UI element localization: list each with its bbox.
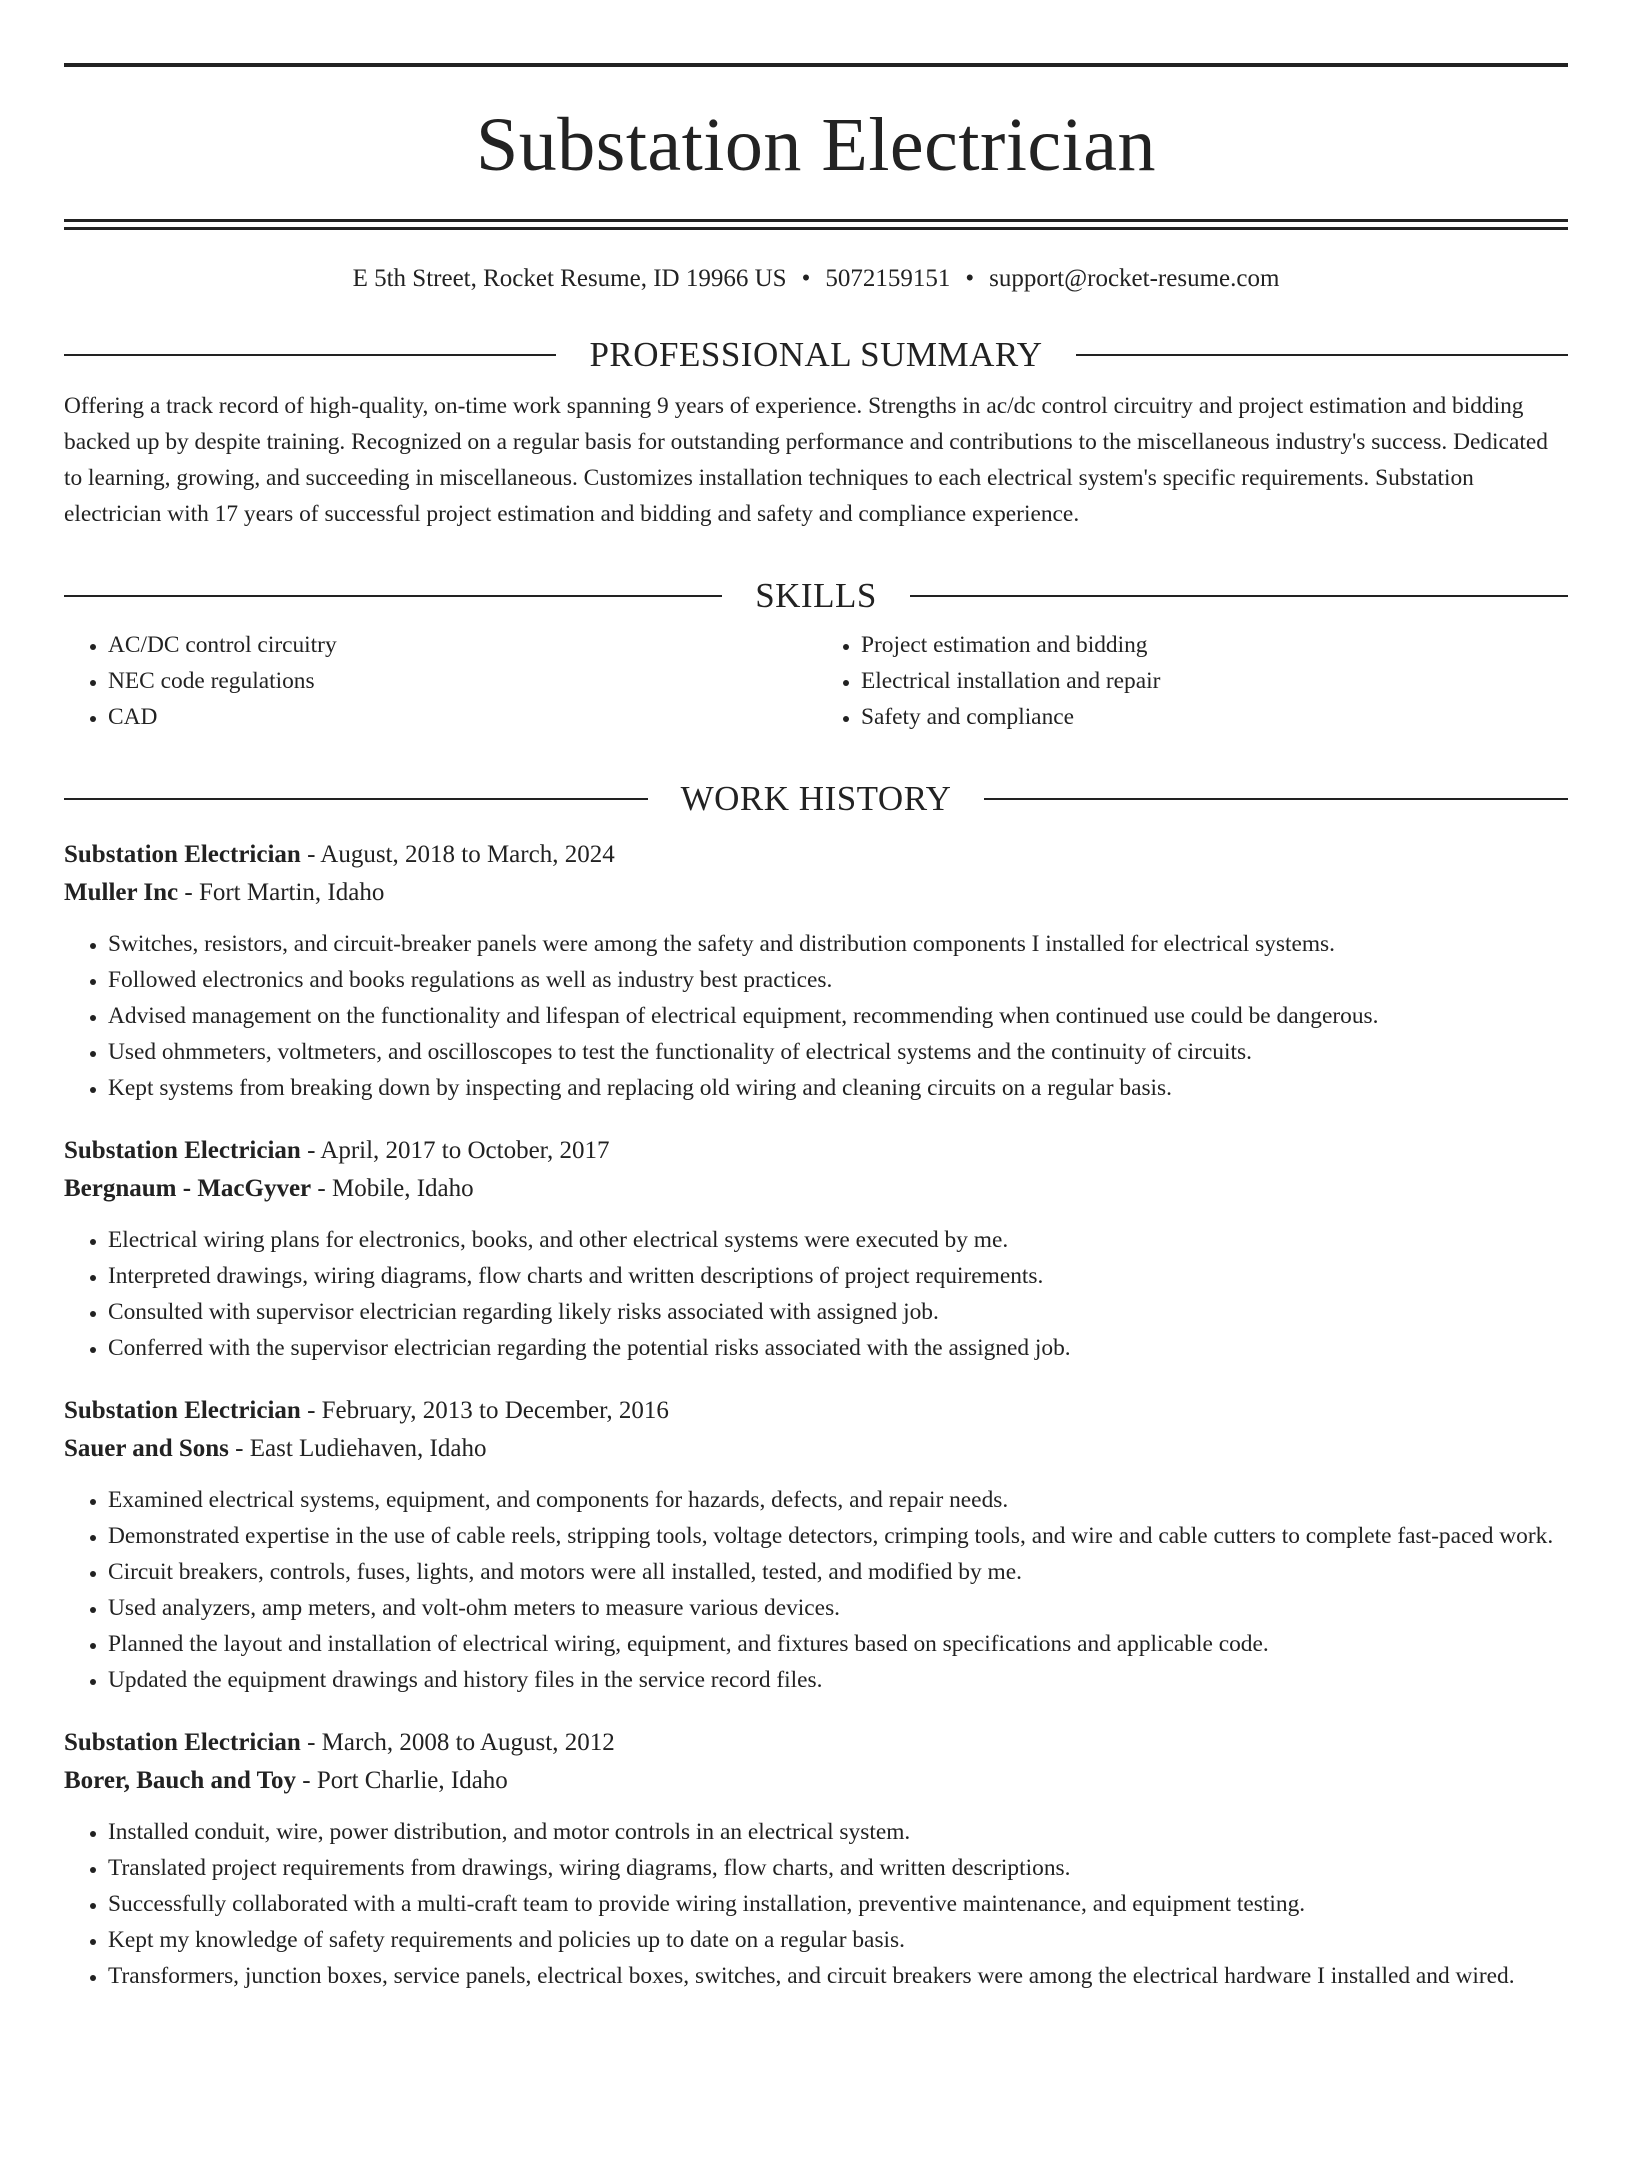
job-company: Borer, Bauch and Toy <box>64 1767 297 1794</box>
job-bullet: • Translated project requirements from drawings, wiring diagrams, flow charts, and written descriptions. <box>108 1850 1568 1886</box>
job-company-line <box>64 874 1568 912</box>
job-bullet: • Kept my knowledge of safety requirements and policies up to date on a regular basis. <box>108 1922 1568 1958</box>
skills-column-right <box>815 627 1568 735</box>
job-bullet: • Consulted with supervisor electrician regarding likely risks associated with assigned job. <box>108 1294 1568 1330</box>
heading-rule-right <box>910 595 1568 597</box>
job-company-line <box>64 1170 1568 1208</box>
job-bullet: • Used analyzers, amp meters, and volt-ohm meters to measure various devices. <box>108 1590 1568 1626</box>
skills-column-left <box>64 627 815 735</box>
contact-separator: • <box>801 265 811 292</box>
job-bullet: • Circuit breakers, controls, fuses, lights, and motors were all installed, tested, and modified by me. <box>108 1554 1568 1590</box>
skill-item: • CAD <box>108 699 815 735</box>
job-entry <box>64 836 1568 1106</box>
job-bullets <box>64 1222 1568 1366</box>
heading-rule-left <box>64 595 722 597</box>
job-bullet: • Examined electrical systems, equipment, and components for hazards, defects, and repair needs. <box>108 1482 1568 1518</box>
job-bullet: • Switches, resistors, and circuit-breaker panels were among the safety and distribution components I installed for electrical systems. <box>108 926 1568 962</box>
skill-item: • NEC code regulations <box>108 663 815 699</box>
job-bullets <box>64 1814 1568 1994</box>
resume-page <box>0 63 1632 2175</box>
skills-title: SKILLS <box>755 576 877 615</box>
job-bullet: • Conferred with the supervisor electrician regarding the potential risks associated with the assigned job. <box>108 1330 1568 1366</box>
job-bullet: • Followed electronics and books regulations as well as industry best practices. <box>108 962 1568 998</box>
job-dates: - August, 2018 to March, 2024 <box>300 841 615 868</box>
heading-rule-right <box>984 798 1568 800</box>
job-title-line <box>64 1392 1568 1430</box>
job-location: - Port Charlie, Idaho <box>296 1767 508 1794</box>
job-bullet: • Interpreted drawings, wiring diagrams, flow charts and written descriptions of project requirements. <box>108 1258 1568 1294</box>
job-company-line <box>64 1762 1568 1800</box>
job-company-line <box>64 1430 1568 1468</box>
contact-email: support@rocket-resume.com <box>989 265 1280 292</box>
heading-rule-left <box>64 798 648 800</box>
skill-item: • Project estimation and bidding <box>861 627 1568 663</box>
job-bullet: • Demonstrated expertise in the use of cable reels, stripping tools, voltage detectors, crimping tools, and wire and cable cutters to complete fast-paced work. <box>108 1518 1568 1554</box>
job-title-line <box>64 1132 1568 1170</box>
resume-name: Substation Electrician <box>475 103 1157 187</box>
job-title-line <box>64 1724 1568 1762</box>
work-title: WORK HISTORY <box>680 779 952 818</box>
job-dates: - February, 2013 to December, 2016 <box>300 1397 669 1424</box>
work-history <box>64 836 1568 1994</box>
job-company: Muller Inc <box>64 879 179 906</box>
header-double-divider <box>64 219 1568 230</box>
job-bullet: • Transformers, junction boxes, service panels, electrical boxes, switches, and circuit breakers were among the electrical hardware I installed and wired. <box>108 1958 1568 1994</box>
job-company: Bergnaum - MacGyver <box>64 1175 312 1202</box>
job-role: Substation Electrician <box>64 841 301 868</box>
summary-heading <box>64 337 1568 372</box>
top-divider <box>64 63 1568 67</box>
job-bullet: • Updated the equipment drawings and history files in the service record files. <box>108 1662 1568 1698</box>
job-dates: - April, 2017 to October, 2017 <box>300 1137 610 1164</box>
job-entry <box>64 1132 1568 1366</box>
job-role: Substation Electrician <box>64 1137 301 1164</box>
job-location: - Mobile, Idaho <box>311 1175 474 1202</box>
job-bullet: • Installed conduit, wire, power distribution, and motor controls in an electrical system. <box>108 1814 1568 1850</box>
contact-phone: 5072159151 <box>825 265 951 292</box>
job-bullet: • Electrical wiring plans for electronics, books, and other electrical systems were executed by me. <box>108 1222 1568 1258</box>
job-bullet: • Advised management on the functionality and lifespan of electrical equipment, recommending when continued use could be dangerous. <box>108 998 1568 1034</box>
job-dates: - March, 2008 to August, 2012 <box>300 1729 615 1756</box>
skill-item: • Safety and compliance <box>861 699 1568 735</box>
job-location: - East Ludiehaven, Idaho <box>228 1435 487 1462</box>
skill-item: • AC/DC control circuitry <box>108 627 815 663</box>
job-bullet: • Used ohmmeters, voltmeters, and oscilloscopes to test the functionality of electrical systems and the continuity of circuits. <box>108 1034 1568 1070</box>
job-bullet: • Successfully collaborated with a multi-craft team to provide wiring installation, preventive maintenance, and equipment testing. <box>108 1886 1568 1922</box>
job-role: Substation Electrician <box>64 1729 301 1756</box>
job-role: Substation Electrician <box>64 1397 301 1424</box>
heading-rule-right <box>1076 354 1568 356</box>
job-entry <box>64 1724 1568 1994</box>
job-entry <box>64 1392 1568 1698</box>
heading-rule-left <box>64 354 556 356</box>
skills-heading <box>64 578 1568 613</box>
job-bullets <box>64 926 1568 1106</box>
job-bullets <box>64 1482 1568 1698</box>
work-heading <box>64 781 1568 816</box>
job-location: - Fort Martin, Idaho <box>178 879 385 906</box>
job-bullet: • Kept systems from breaking down by inspecting and replacing old wiring and cleaning circuits on a regular basis. <box>108 1070 1568 1106</box>
summary-text: Offering a track record of high-quality, on-time work spanning 9 years of experience. Strengths in ac/dc control circuitry and project estimation and bidding backed up by despite training. Recognized on a regular basis for outstanding performance and contributions to the miscellaneous industry's success. Dedicated to learning, growing, and succeeding in miscellaneous. Customizes installation techniques to each electrical system's specific requirements. Substation electrician with 17 years of successful project estimation and bidding and safety and compliance experience. <box>64 393 1548 527</box>
contact-address: E 5th Street, Rocket Resume, ID 19966 US <box>352 265 787 292</box>
job-bullet: • Planned the layout and installation of electrical wiring, equipment, and fixtures based on specifications and applicable code. <box>108 1626 1568 1662</box>
contact-separator: • <box>965 265 975 292</box>
job-title-line <box>64 836 1568 874</box>
skill-item: • Electrical installation and repair <box>861 663 1568 699</box>
contact-line <box>64 266 1568 291</box>
job-company: Sauer and Sons <box>64 1435 229 1462</box>
skills-list <box>64 627 1568 735</box>
summary-title: PROFESSIONAL SUMMARY <box>589 335 1043 374</box>
